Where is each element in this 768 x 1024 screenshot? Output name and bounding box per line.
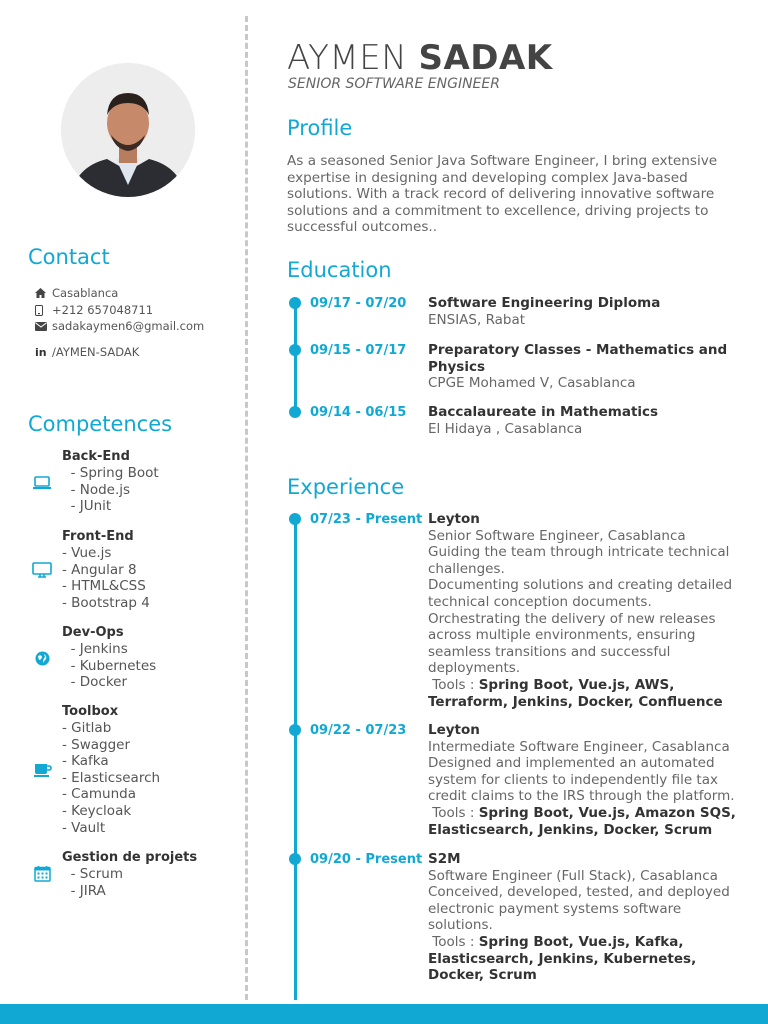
competence-item: - Vue.js [62, 545, 112, 561]
competence-item: - Gitlab [62, 720, 112, 736]
linkedin-text: /AYMEN-SADAK [52, 345, 140, 359]
competence-item: - Keycloak [62, 802, 132, 819]
globe-icon [35, 651, 50, 670]
competence-item: - Elasticsearch [62, 769, 161, 786]
footer-accent-bar [0, 1004, 768, 1024]
calendar-icon [34, 865, 51, 886]
competence-item: - Jenkins [62, 641, 128, 657]
education-entry [428, 295, 748, 328]
cup-icon [34, 762, 52, 781]
competences-title: Competences [28, 412, 173, 436]
competence-item: - Docker [62, 674, 128, 691]
education-degree: Preparatory Classes - Mathematics and Physics [428, 342, 728, 375]
competence-item: - Vault [62, 819, 106, 836]
education-entry [428, 342, 728, 392]
education-date: 09/17 - 07/20 [310, 296, 407, 311]
experience-entry [428, 511, 748, 710]
job-title: SENIOR SOFTWARE ENGINEER [288, 76, 500, 92]
experience-description: Senior Software Engineer, Casablanca Guiding the team through intricate technical challenges. Documenting solutions and creating detailed technical conception documents. Orchestrating the delivery of new releases across multiple environments, ensuring seamless transitions and successful deployments. [428, 527, 733, 677]
education-degree: Software Engineering Diploma [428, 295, 661, 311]
contact-email[interactable] [35, 319, 204, 333]
competence-group-title: Front-End [62, 529, 134, 544]
experience-company: S2M [428, 851, 461, 867]
timeline-dot [289, 406, 301, 418]
experience-description: Software Engineer (Full Stack), Casablanca Conceived, developed, tested, and deployed electronic payment systems software solutions. [428, 867, 730, 934]
competence-group-frontend [62, 529, 150, 611]
tools-label: Tools : [428, 933, 479, 950]
experience-description: Intermediate Software Engineer, Casablanca Designed and implemented an automated system for clients to independently file tax credit claims to the IRS through the platform. [428, 738, 735, 805]
experience-tools [428, 934, 748, 984]
competence-item: - Spring Boot [62, 465, 159, 481]
education-school: CPGE Mohamed V, Casablanca [428, 375, 636, 392]
education-timeline [294, 302, 297, 415]
home-icon [35, 288, 52, 298]
competence-item: - Bootstrap 4 [62, 594, 150, 611]
competence-group-project-management [62, 850, 197, 899]
first-name: AYMEN [287, 38, 408, 78]
competence-item: - HTML&CSS [62, 578, 146, 595]
experience-tools [428, 805, 748, 838]
experience-entry [428, 722, 748, 838]
last-name: SADAK [418, 38, 553, 78]
education-school: ENSIAS, Rabat [428, 311, 526, 328]
education-entry [428, 404, 748, 437]
education-title: Education [287, 258, 392, 282]
education-school: El Hidaya , Casablanca [428, 420, 583, 437]
experience-date: 07/23 - Present [310, 512, 423, 527]
competence-item: - Kubernetes [62, 657, 157, 674]
experience-entry [428, 851, 748, 984]
experience-tools [428, 677, 748, 710]
profile-text: As a seasoned Senior Java Software Engineer, I bring extensive expertise in designing and developing complex Java-based solutions. With a track record of delivering innovative software solutions and a commitment to excellence, driving projects to successful outcomes.. [287, 153, 718, 236]
competence-group-title: Back-End [62, 449, 130, 464]
competence-item: - JIRA [62, 882, 106, 899]
education-date: 09/15 - 07/17 [310, 343, 407, 358]
tools-list: Spring Boot, Vue.js, Amazon SQS, Elasticsearch, Jenkins, Docker, Scrum [428, 804, 736, 838]
timeline-dot [289, 853, 301, 865]
competence-group-devops [62, 625, 156, 691]
timeline-dot [289, 344, 301, 356]
experience-date: 09/22 - 07/23 [310, 723, 407, 738]
email-text: sadakaymen6@gmail.com [52, 319, 205, 333]
profile-title: Profile [287, 116, 353, 140]
linkedin-icon: in [35, 345, 47, 359]
tools-list: Spring Boot, Vue.js, Kafka, Elasticsearch, Jenkins, Kubernetes, Docker, Scrum [428, 933, 697, 984]
competence-item: - Angular 8 [62, 561, 137, 578]
phone-icon [35, 305, 52, 316]
contact-city [35, 286, 118, 300]
competence-item: - Kafka [62, 753, 109, 770]
tools-list: Spring Boot, Vue.js, AWS, Terraform, Jenkins, Docker, Confluence [428, 676, 723, 710]
phone-text: +212 657048711 [52, 303, 154, 317]
tools-label: Tools : [428, 804, 479, 821]
timeline-dot [289, 513, 301, 525]
tools-label: Tools : [428, 676, 479, 693]
education-degree: Baccalaureate in Mathematics [428, 404, 659, 420]
city-text: Casablanca [52, 286, 119, 300]
competence-group-title: Gestion de projets [62, 850, 198, 865]
competence-item: - Scrum [62, 866, 123, 882]
profile-photo [61, 63, 195, 197]
experience-timeline [294, 518, 297, 1000]
experience-company: Leyton [428, 722, 480, 738]
contact-linkedin[interactable] [35, 345, 139, 359]
contact-title: Contact [28, 245, 110, 269]
competence-group-backend [62, 449, 159, 515]
competence-group-title: Toolbox [62, 704, 119, 719]
envelope-icon [35, 322, 52, 331]
monitor-icon [32, 562, 52, 582]
competence-item: - Node.js [62, 481, 131, 498]
experience-title: Experience [287, 475, 405, 499]
education-date: 09/14 - 06/15 [310, 405, 407, 420]
competence-group-toolbox [62, 704, 160, 836]
full-name [287, 38, 553, 78]
timeline-dot [289, 724, 301, 736]
timeline-dot [289, 297, 301, 309]
experience-date: 09/20 - Present [310, 852, 423, 867]
laptop-icon [32, 475, 52, 494]
contact-phone [35, 303, 153, 317]
column-divider [245, 16, 248, 1000]
competence-group-title: Dev-Ops [62, 625, 124, 640]
experience-company: Leyton [428, 511, 480, 527]
competence-item: - Swagger [62, 736, 131, 753]
competence-item: - JUnit [62, 498, 112, 515]
competence-item: - Camunda [62, 786, 136, 803]
